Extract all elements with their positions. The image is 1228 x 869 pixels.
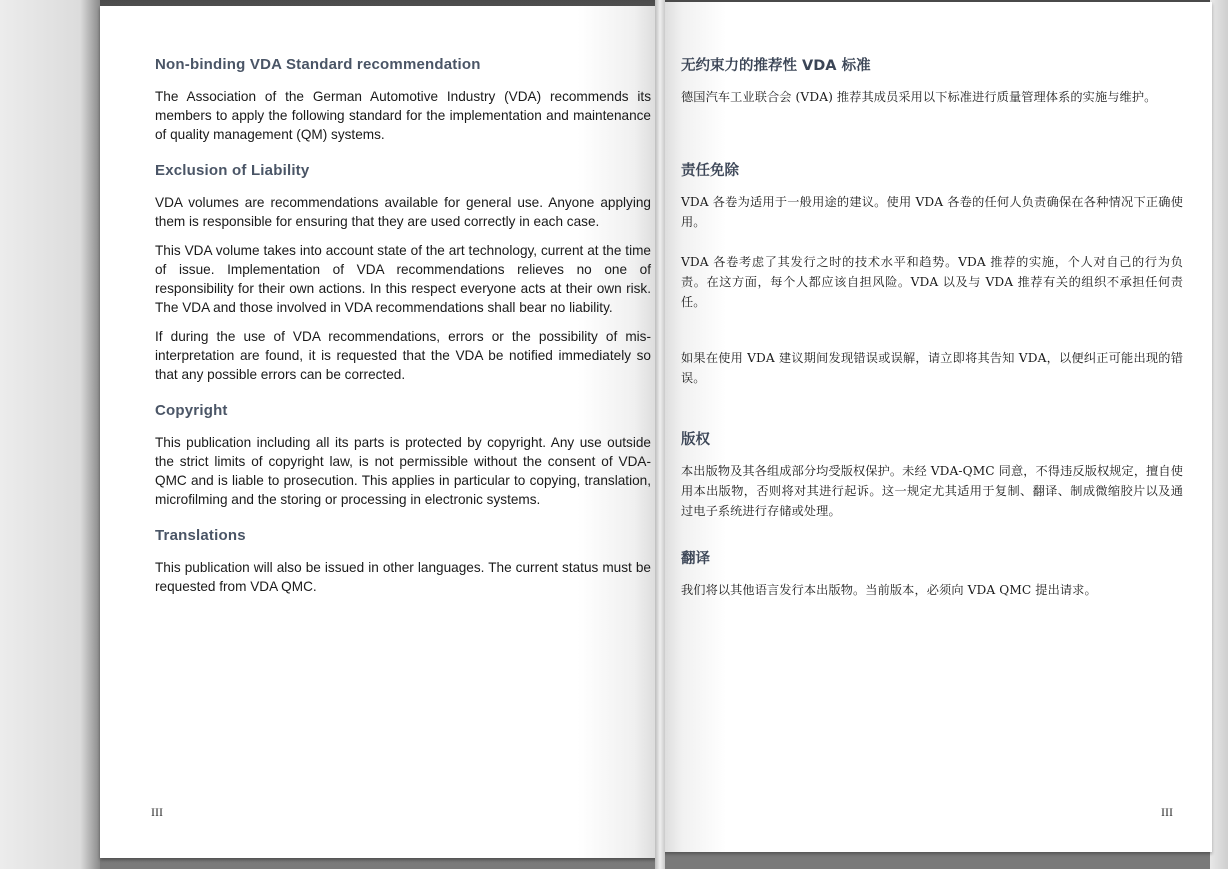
- heading-translations: Translations: [155, 527, 246, 544]
- heading-copyright: Copyright: [155, 402, 228, 419]
- paragraph-zh-non-binding: 德国汽车工业联合会 (VDA) 推荐其成员采用以下标准进行质量管理体系的实施与维护。: [681, 90, 1157, 104]
- left-page-content: [155, 56, 651, 606]
- heading-non-binding: Non-binding VDA Standard recommendation: [155, 56, 481, 73]
- paragraph-zh-liability-3: 如果在使用 VDA 建议期间发现错误或误解，请立即将其告知 VDA，以便纠正可能出现的错误。: [681, 351, 1183, 385]
- heading-zh-liability: 责任免除: [681, 163, 739, 179]
- paragraph-liability-1: VDA volumes are recommendations available for general use. Anyone applying them is responsible for ensuring that they are used correctly in each case.: [155, 195, 651, 229]
- paragraph-zh-liability-2: VDA 各卷考虑了其发行之时的技术水平和趋势。VDA 推荐的实施，个人对自己的行为负责。在这方面，每个人都应该自担风险。VDA 以及与 VDA 推荐有关的组织不承担任何责任。: [681, 255, 1183, 309]
- heading-exclusion-of-liability: Exclusion of Liability: [155, 162, 310, 179]
- heading-zh-non-binding: 无约束力的推荐性 VDA 标准: [681, 58, 871, 74]
- right-page-content: [681, 54, 1183, 600]
- scanner-edge-right: [1210, 0, 1228, 869]
- paragraph-zh-translations: 我们将以其他语言发行本出版物。当前版本，必须向 VDA QMC 提出请求。: [681, 583, 1097, 597]
- book-gutter: [655, 0, 665, 869]
- scanner-edge-left: [0, 0, 100, 869]
- paragraph-zh-liability-1: VDA 各卷为适用于一般用途的建议。使用 VDA 各卷的任何人负责确保在各种情况下正确使用。: [681, 195, 1183, 229]
- left-page-number: III: [151, 805, 163, 819]
- paragraph-non-binding: The Association of the German Automotive Industry (VDA) recommends its members to apply the following standard for the implementation and maintenance of quality management (QM) systems.: [155, 89, 651, 142]
- paragraph-translations: This publication will also be issued in other languages. The current status must be requested from VDA QMC.: [155, 560, 651, 594]
- heading-zh-copyright: 版权: [681, 432, 710, 448]
- paragraph-copyright: This publication including all its parts is protected by copyright. Any use outside the strict limits of copyright law, is not permissible without the consent of VDA-QMC and is liable to prosecution. This applies in particular to copying, translation, microfilming and the storing or processing in electronic systems.: [155, 435, 651, 507]
- paragraph-liability-2: This VDA volume takes into account state of the art technology, current at the time of issue. Implementation of VDA recommendations relieves no one of responsibility for their own actions. In this respect everyone acts at their own risk. The VDA and those involved in VDA recommendations shall bear no liability.: [155, 243, 651, 315]
- right-page-number: III: [1161, 805, 1173, 819]
- paragraph-zh-copyright: 本出版物及其各组成部分均受版权保护。未经 VDA-QMC 同意，不得违反版权规定，擅自使用本出版物，否则将对其进行起诉。这一规定尤其适用于复制、翻译、制成微缩胶片以及通过电子系统进行存储或处理。: [681, 464, 1183, 518]
- paragraph-liability-3: If during the use of VDA recommendations, errors or the possibility of mis-interpretation are found, it is requested that the VDA be notified immediately so that any possible errors can be corrected.: [155, 329, 651, 382]
- heading-zh-translations: 翻译: [681, 551, 710, 567]
